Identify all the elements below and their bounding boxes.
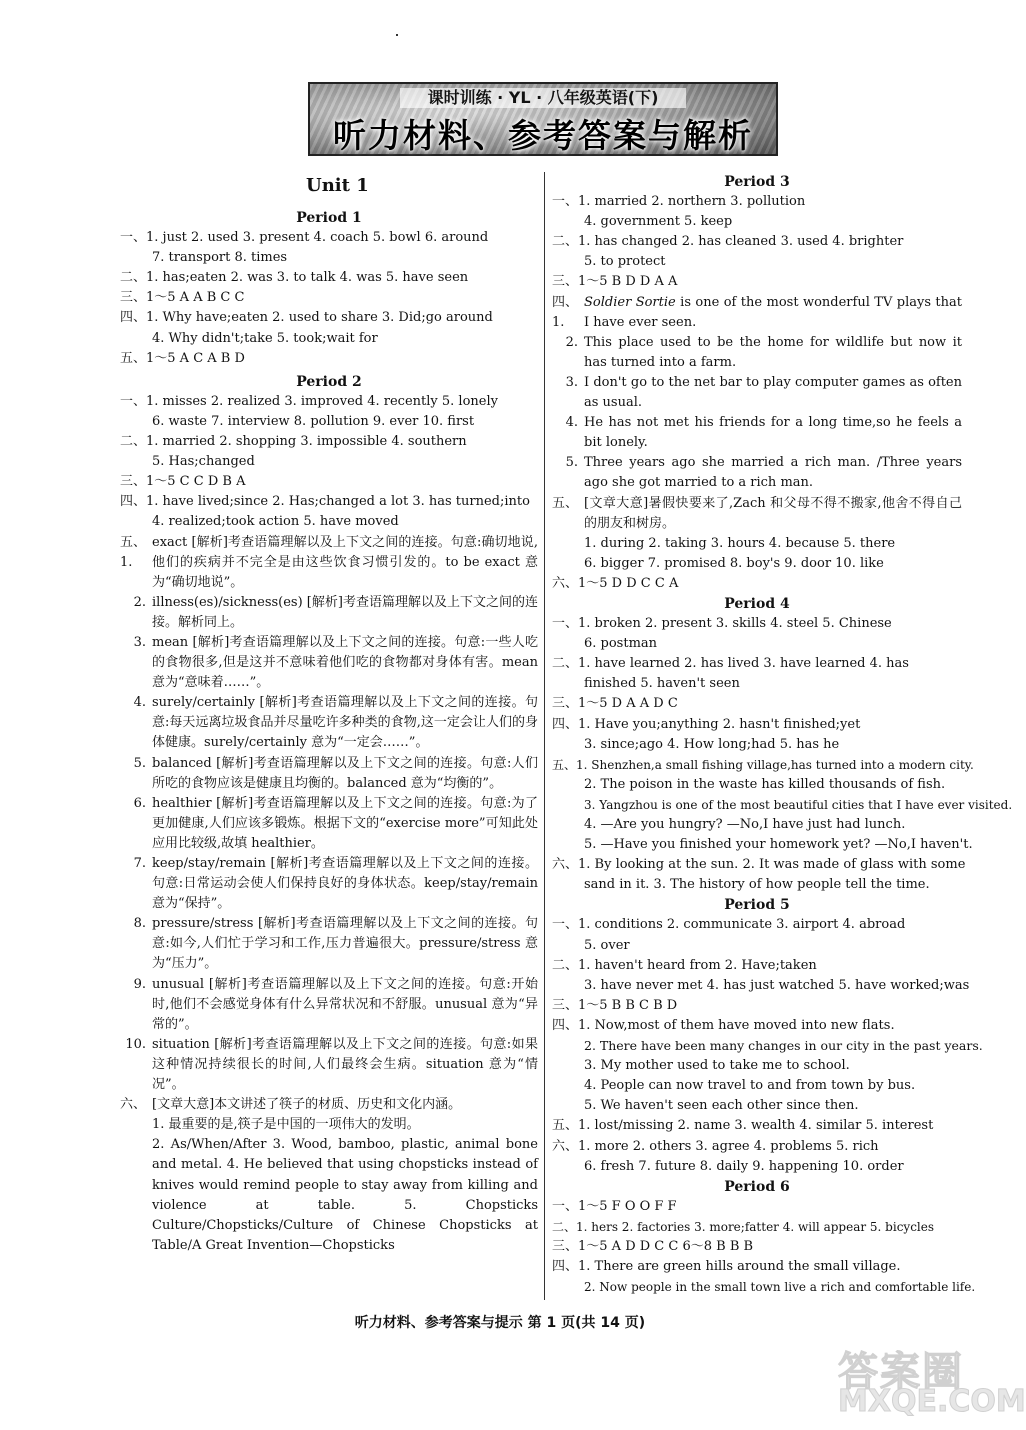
- answer-line: 5. Has;changed: [152, 454, 255, 470]
- item-text: situation [解析]考查语篇理解以及上下文之间的连接。句意:如果这种情况持续很长的时间,人们最终会生病。situation 意为“情况”。: [152, 1036, 538, 1093]
- answer-item: [552, 413, 962, 453]
- answer-line: 三、1～5 A D D C C 6～8 B B B: [552, 1238, 754, 1254]
- answer-line: 三、1～5 C C D B A: [120, 474, 246, 490]
- banner-title: 听力材料、参考答案与解析: [333, 116, 753, 155]
- answer-line: 4. government 5. keep: [584, 214, 733, 230]
- explanation-item: [120, 914, 538, 974]
- item-text: surely/certainly [解析]考查语篇理解以及上下文之间的连接。句意:每天远离垃圾食品并尽量吃许多种类的食物,这一定会让人们的身体健康。surely/certainly 意为“一定会……”。: [152, 695, 538, 751]
- period-3-title: Period 3: [724, 174, 790, 190]
- explanation-item: [120, 533, 538, 593]
- answer-line: 6. postman: [584, 636, 658, 652]
- answer-line: 5. to protect: [584, 254, 666, 270]
- item-number: 8.: [133, 916, 146, 932]
- period-6-title: Period 6: [724, 1178, 790, 1195]
- item-text: unusual [解析]考查语篇理解以及上下文之间的连接。句意:开始时,他们不会感觉身体有什么异常状况和不舒服。unusual 意为“异常的”。: [152, 976, 538, 1032]
- answer-line: 四、1. Have you;anything 2. hasn't finished;yet: [552, 716, 861, 732]
- item-text: illness(es)/sickness(es) [解析]考查语篇理解以及上下文之间的连接。解析同上。: [152, 594, 538, 630]
- period-1-title: Period 1: [296, 210, 362, 226]
- answer-line: 二、1. married 2. shopping 3. impossible 4. southern: [120, 434, 467, 450]
- item-text-rest: is one of the most wonderful TV plays that I have ever seen.: [584, 294, 962, 330]
- item-text: [584, 293, 962, 333]
- answer-line: 一、1. broken 2. present 3. skills 4. steel 5. Chinese: [552, 616, 892, 632]
- item-text: keep/stay/remain [解析]考查语篇理解以及上下文之间的连接。句意:日常运动会使人们保持良好的身体状态。keep/stay/remain 意为“保持”。: [152, 856, 538, 912]
- item-number: 4.: [565, 415, 578, 431]
- header-banner: [308, 82, 778, 156]
- answer-line: 六、1～5 D D C C A: [552, 575, 679, 591]
- item-text: [文章大意]本文讲述了筷子的材质、历史和文化内涵。: [152, 1097, 462, 1113]
- answer-paragraph: 2. As/When/After 3. Wood, bamboo, plastic, animal bone and metal. 4. He believed that using chopsticks instead of knives would remind people to stay away from killing and violence at table. 5. Chopsticks Culture/Chopsticks/Culture of Chinese Chopsticks at Table/A Great Invention—Chopsticks: [152, 1137, 538, 1253]
- watermark-text: 答案圈: [838, 1349, 964, 1395]
- answer-line: 7. transport 8. times: [152, 250, 288, 266]
- right-column: [552, 172, 1013, 1297]
- item-text: [文章大意]暑假快要来了,Zach 和父母不得不搬家,他舍不得自己的朋友和树房。: [584, 495, 962, 531]
- answer-line: 4. Why didn't;take 5. took;wait for: [152, 330, 378, 346]
- answer-line: 6. waste 7. interview 8. pollution 9. ever 10. first: [152, 413, 475, 429]
- item-number: 3.: [565, 374, 578, 390]
- answer-item: [552, 373, 962, 413]
- explanation-item: [120, 854, 538, 914]
- answer-line: 4. —Are you hungry? —No,I have just had lunch.: [584, 817, 906, 832]
- item-title: Soldier Sortie: [584, 294, 676, 310]
- answer-line: 3. Yangzhou is one of the most beautiful cities that I have ever visited.: [584, 797, 1013, 812]
- answer-line: 3. since;ago 4. How long;had 5. has he: [584, 736, 840, 752]
- answer-line: 三、1～5 D A A D C: [552, 696, 678, 712]
- answer-line: 五、1. Shenzhen,a small fishing village,has turned into a modern city.: [552, 757, 974, 772]
- item-text: exact [解析]考查语篇理解以及上下文之间的连接。句意:确切地说,他们的疾病并不完全是由这些饮食习惯引发的。to be exact 意为“确切地说”。: [152, 534, 538, 590]
- answer-line: 四、1. have lived;since 2. Has;changed a lot 3. has turned;into: [120, 494, 530, 510]
- item-number: 3.: [133, 634, 146, 650]
- explanation-item: [120, 754, 538, 794]
- answer-line: 1. 最重要的是,筷子是中国的一项伟大的发明。: [152, 1117, 420, 1133]
- explanation-item: [120, 693, 538, 753]
- watermark-url: MXQE.COM: [838, 1384, 1026, 1419]
- item-text: I don't go to the net bar to play computer games as often as usual.: [584, 374, 962, 411]
- item-text: mean [解析]考查语篇理解以及上下文之间的连接。句意:一些人吃的食物很多,但是这并不意味着他们吃的食物都对身体有害。mean 意为“意味着……”。: [152, 634, 538, 691]
- item-number: 7.: [133, 856, 146, 871]
- left-column: [120, 172, 538, 1256]
- answer-line: 一、1. married 2. northern 3. pollution: [552, 194, 806, 210]
- answer-line: 二、1. have learned 2. has lived 3. have learned 4. has: [552, 656, 909, 672]
- explanation-item: [120, 1035, 538, 1095]
- item-text: He has not met his friends for a long time,so he feels a bit lonely.: [584, 415, 962, 451]
- item-number: 2.: [133, 594, 146, 610]
- page-footer: 听力材料、参考答案与提示 第 1 页(共 14 页): [354, 1315, 646, 1331]
- answer-line: 2. The poison in the waste has killed thousands of fish.: [584, 776, 946, 792]
- period-5-title: Period 5: [724, 897, 790, 914]
- item-number: 五、1.: [120, 534, 147, 570]
- answer-line: 5. over: [584, 937, 630, 953]
- item-text: pressure/stress [解析]考查语篇理解以及上下文之间的连接。句意:如今,人们忙于学习和工作,压力普遍很大。pressure/stress 意为“压力”。: [152, 916, 538, 972]
- explanation-item: [120, 794, 538, 854]
- answer-line: 一、1. misses 2. realized 3. improved 4. recently 5. lonely: [120, 393, 498, 409]
- answer-line: 4. People can now travel to and from town by bus.: [584, 1078, 916, 1094]
- item-number: 6.: [133, 795, 146, 811]
- answer-line: 6. bigger 7. promised 8. boy's 9. door 10. like: [584, 555, 884, 571]
- answer-line: 二、1. hers 2. factories 3. more;fatter 4. will appear 5. bicycles: [552, 1219, 935, 1234]
- answer-line: 4. realized;took action 5. have moved: [152, 514, 399, 530]
- item-number: 5.: [565, 455, 578, 471]
- answer-line: 一、1. just 2. used 3. present 4. coach 5. bowl 6. around: [120, 230, 489, 246]
- answer-line: 三、1～5 B B C B D: [552, 997, 678, 1013]
- answer-line: 2. Now people in the small town live a rich and comfortable life.: [584, 1280, 976, 1295]
- answer-item: [552, 333, 962, 373]
- answer-item: [552, 293, 962, 333]
- banner-subtitle: 课时训练 · YL · 八年级英语(下): [400, 88, 686, 108]
- answer-line: 3. My mother used to take me to school.: [584, 1058, 850, 1074]
- item-number: 六、: [120, 1097, 147, 1113]
- item-number: 四、1.: [552, 294, 579, 330]
- item-text: healthier [解析]考查语篇理解以及上下文之间的连接。句意:为了更加健康,人们应该多锻炼。根据下文的“exercise more”可知此处应用比较级,故填 healthier。: [152, 795, 538, 851]
- answer-line: 二、1. haven't heard from 2. Have;taken: [552, 957, 817, 973]
- answer-line: 五、1. lost/missing 2. name 3. wealth 4. similar 5. interest: [552, 1118, 934, 1134]
- section-6-summary: [120, 1095, 538, 1115]
- explanation-item: [120, 975, 538, 1035]
- item-number: 4.: [133, 695, 146, 711]
- section-5-summary: [552, 494, 962, 534]
- answer-item: [552, 453, 962, 493]
- answer-line: 2. There have been many changes in our city in the past years.: [584, 1038, 983, 1054]
- answer-line: sand in it. 3. The history of how people tell the time.: [584, 877, 930, 893]
- answer-line: 一、1. conditions 2. communicate 3. airport 4. abroad: [552, 917, 906, 933]
- answer-line: 六、1. By looking at the sun. 2. It was made of glass with some: [552, 857, 966, 873]
- answer-line: 二、1. has changed 2. has cleaned 3. used 4. brighter: [552, 234, 904, 250]
- answer-line: 四、1. There are green hills around the small village.: [552, 1259, 901, 1275]
- item-number: 10.: [125, 1036, 146, 1052]
- column-divider: [544, 172, 545, 1300]
- answer-line: 5. We haven't seen each other since then.: [584, 1098, 859, 1114]
- answer-line: 一、1～5 F O O F F: [552, 1198, 677, 1214]
- answer-line: 1. during 2. taking 3. hours 4. because 5. there: [584, 535, 896, 551]
- answer-line: 三、1～5 A A B C C: [120, 290, 245, 306]
- answer-line: 四、1. Why have;eaten 2. used to share 3. Did;go around: [120, 310, 493, 326]
- item-number: 五、: [552, 495, 579, 511]
- speck: [396, 34, 398, 36]
- answer-line: finished 5. haven't seen: [584, 676, 740, 692]
- item-text: balanced [解析]考查语篇理解以及上下文之间的连接。句意:人们所吃的食物应该是健康且均衡的。balanced 意为“均衡的”。: [152, 755, 538, 791]
- period-2-title: Period 2: [296, 373, 362, 390]
- item-text: This place used to be the home for wildlife but now it has turned into a farm.: [584, 334, 962, 370]
- item-number: 2.: [565, 334, 578, 350]
- unit-title: Unit 1: [306, 175, 369, 196]
- explanation-item: [120, 593, 538, 633]
- answer-line: 5. —Have you finished your homework yet? —No,I haven't.: [584, 837, 973, 853]
- answer-line: 五、1～5 A C A B D: [120, 350, 245, 366]
- item-number: 9.: [133, 976, 146, 992]
- answer-line: 六、1. more 2. others 3. agree 4. problems 5. rich: [552, 1138, 879, 1154]
- period-4-title: Period 4: [724, 595, 790, 612]
- explanation-item: [120, 633, 538, 693]
- item-text: Three years ago she married a rich man. /Three years ago she got married to a rich man.: [584, 455, 962, 491]
- answer-line: 6. fresh 7. future 8. daily 9. happening 10. order: [584, 1158, 904, 1174]
- item-number: 5.: [133, 755, 146, 771]
- answer-line: 二、1. has;eaten 2. was 3. to talk 4. was 5. have seen: [120, 270, 469, 286]
- answer-line: 3. have never met 4. has just watched 5. have worked;was: [584, 977, 970, 993]
- watermark-logo: [838, 1340, 1026, 1424]
- answer-line: 四、1. Now,most of them have moved into new flats.: [552, 1017, 895, 1033]
- answer-line: 三、1～5 B D D A A: [552, 274, 678, 290]
